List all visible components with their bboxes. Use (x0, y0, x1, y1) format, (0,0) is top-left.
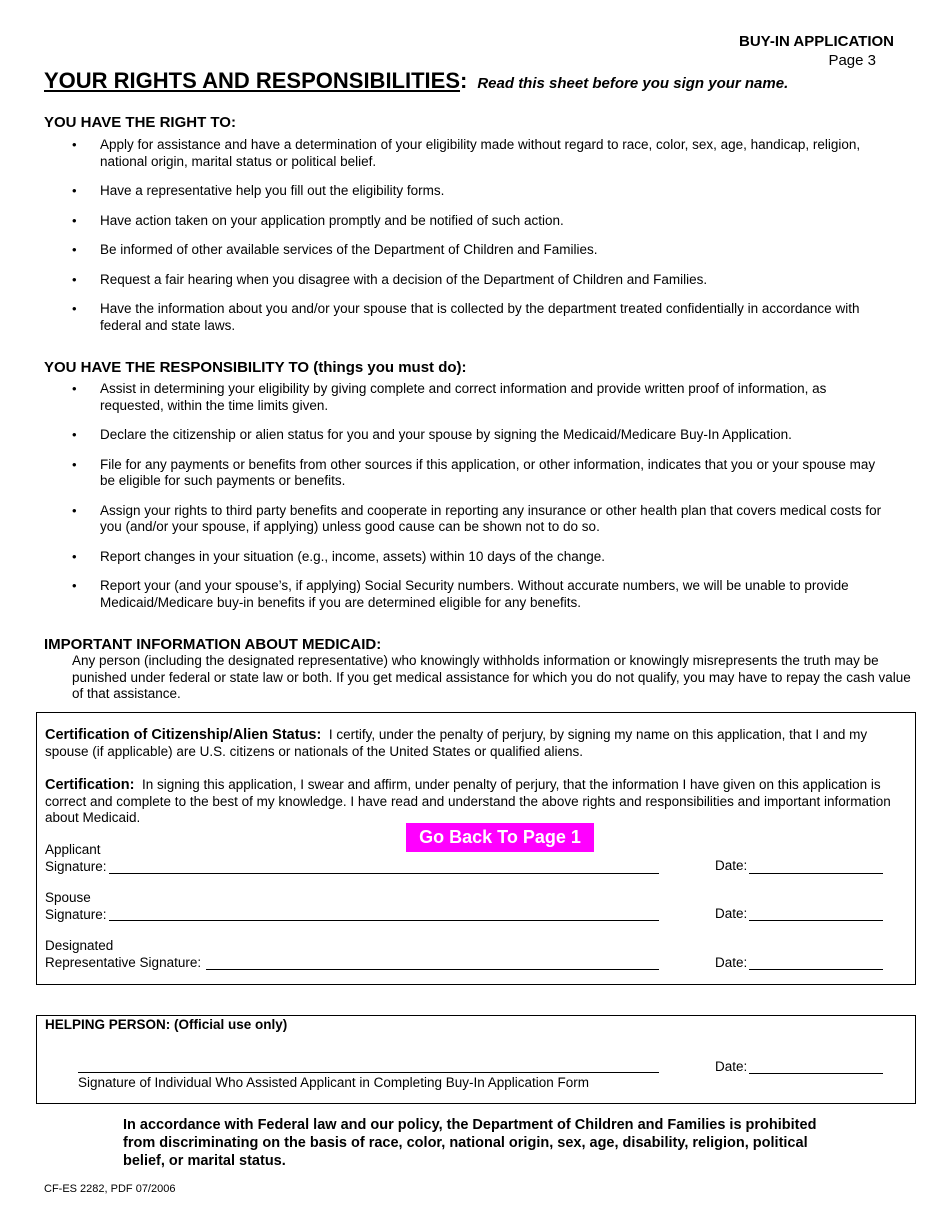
spouse-label-line2: Signature: (45, 906, 107, 922)
helper-date-label: Date: (715, 1059, 748, 1074)
representative-signature-line[interactable] (206, 969, 659, 970)
form-code: CF-ES 2282, PDF 07/2006 (44, 1183, 176, 1195)
certification-text: In signing this application, I swear and affirm, under penalty of perjury, that the information I have given on this application is correct and complete to the best of my knowledge. I have read and understand the above rights and responsibilities and important information about Medicaid. (45, 777, 891, 825)
page-title-colon: : (460, 68, 468, 93)
responsibilities-heading: YOU HAVE THE RESPONSIBILITY TO (things you must do): (44, 359, 467, 376)
citizenship-label: Certification of Citizenship/Alien Status: (45, 727, 322, 743)
spouse-signature-line[interactable] (109, 920, 659, 921)
responsibilities-list (72, 381, 892, 624)
list-item: • Report changes in your situation (e.g., income, assets) within 10 days of the change. (72, 549, 892, 566)
page-number: Page 3 (828, 52, 876, 69)
spouse-date-label: Date: (715, 906, 748, 921)
helper-date-line[interactable] (749, 1073, 883, 1074)
helper-signature-caption: Signature of Individual Who Assisted Applicant in Completing Buy-In Application Form (78, 1075, 590, 1090)
page-title-main: YOUR RIGHTS AND RESPONSIBILITIES (44, 68, 461, 93)
representative-label-line2: Representative Signature: (45, 954, 202, 970)
list-item: • Assist in determining your eligibility by giving complete and correct information and provide written proof of information, as requested, within the time limits given. (72, 381, 892, 414)
applicant-date-label: Date: (715, 858, 748, 873)
medicaid-info-text: Any person (including the designated representative) who knowingly withholds information or knowingly misrepresents the truth may be punished under federal or state law or both. If you get medical assistance for which you do not qualify, you may have to repay the cash value of that assistance. (72, 653, 911, 701)
nondiscrimination-notice: In accordance with Federal law and our policy, the Department of Children and Families is prohibited from discriminating on the basis of race, color, national origin, sex, age, disability, religion, political belief, or marital status. (123, 1117, 817, 1169)
list-item: • Have a representative help you fill out the eligibility forms. (72, 183, 892, 200)
applicant-signature-line[interactable] (109, 873, 659, 874)
list-item: • Have action taken on your application promptly and be notified of such action. (72, 213, 892, 230)
list-item: • Have the information about you and/or your spouse that is collected by the department treated confidentially in accordance with federal and state laws. (72, 301, 892, 334)
applicant-label-line2: Signature: (45, 858, 107, 874)
list-item: • Be informed of other available services of the Department of Children and Families. (72, 242, 892, 259)
rights-list (72, 137, 892, 347)
helper-signature-line[interactable] (78, 1072, 659, 1073)
representative-date-label: Date: (715, 955, 748, 970)
citizenship-text: I certify, under the penalty of perjury, by signing my name on this application, that I and my spouse (if applicable) are U.S. citizens or nationals of the United States or qualified aliens. (45, 727, 868, 759)
rights-heading: YOU HAVE THE RIGHT TO: (44, 114, 236, 131)
page-title (44, 68, 788, 94)
helping-person-heading: HELPING PERSON: (Official use only) (45, 1017, 288, 1032)
list-item: • Assign your rights to third party benefits and cooperate in reporting any insurance or other health plan that covers medical costs for you (and/or your spouse, if applying) unless good cause can be shown not to do so. (72, 503, 892, 536)
certification-label: Certification: (45, 777, 135, 793)
list-item: • Report your (and your spouse’s, if applying) Social Security numbers. Without accurate numbers, we will be unable to provide Medicaid/Medicare buy-in benefits if you are determined eligible for any benefits. (72, 578, 892, 611)
medicaid-info-heading: IMPORTANT INFORMATION ABOUT MEDICAID: (44, 636, 382, 653)
go-back-to-page-1-button[interactable]: Go Back To Page 1 (406, 823, 594, 852)
representative-date-line[interactable] (749, 969, 883, 970)
citizenship-certification (45, 727, 907, 760)
representative-label-line1: Designated (45, 938, 114, 953)
spouse-label (45, 890, 107, 923)
applicant-date-line[interactable] (749, 873, 883, 874)
spouse-date-line[interactable] (749, 920, 883, 921)
form-title: BUY-IN APPLICATION (738, 33, 894, 50)
applicant-label-line1: Applicant (45, 842, 101, 857)
list-item: • Apply for assistance and have a determination of your eligibility made without regard to race, color, sex, age, handicap, religion, national origin, marital status or political belief. (72, 137, 892, 170)
list-item: • Declare the citizenship or alien status for you and your spouse by signing the Medicaid/Medicare Buy-In Application. (72, 427, 892, 444)
list-item: • File for any payments or benefits from other sources if this application, or other information, indicates that you or your spouse may be eligible for such payments or benefits. (72, 457, 892, 490)
applicant-label (45, 842, 107, 875)
general-certification (45, 777, 907, 827)
list-item: • Request a fair hearing when you disagree with a decision of the Department of Children and Families. (72, 272, 892, 289)
representative-label (45, 938, 201, 971)
spouse-label-line1: Spouse (45, 890, 91, 905)
page-subtitle: Read this sheet before you sign your name. (477, 75, 789, 92)
